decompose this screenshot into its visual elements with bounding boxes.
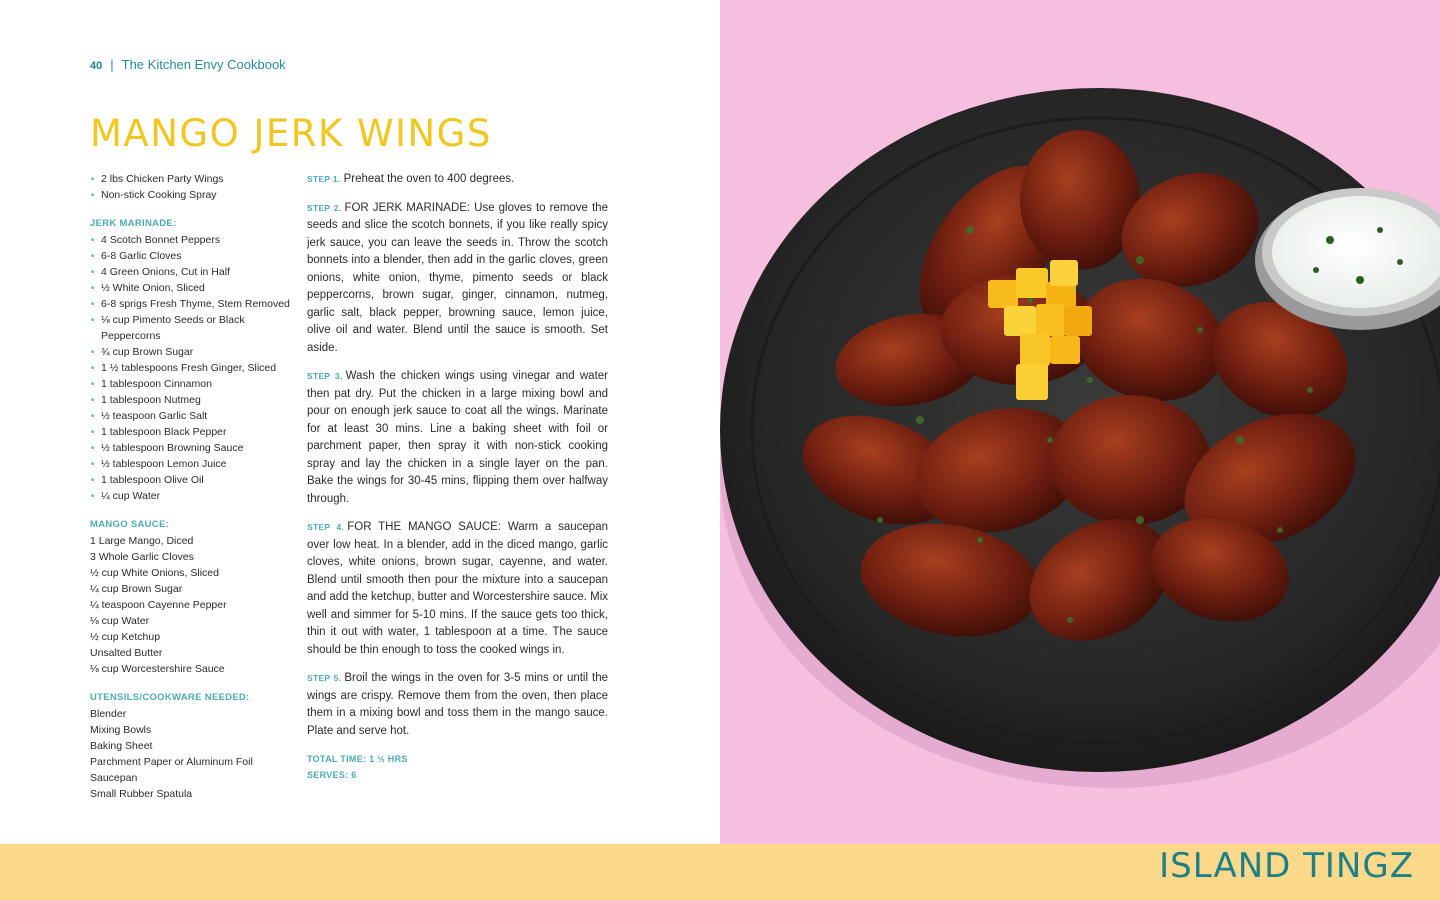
step-text: FOR THE MANGO SAUCE: Warm a saucepan over low heat. In a blender, add in the diced mango, garlic cloves, white onions, brown sugar, cayenne, and water. Blend until smooth then pour the mixture into a saucepan and add the ketchup, butter and Worcestershire sauce. Mix well and simmer for 5-10 mins. If the sauce gets too thick, thin it out with water, 1 tablespoon at a time. The sauce should be thin enough to toss the cooked wings in. <box>307 521 608 656</box>
footer-band <box>0 844 1440 900</box>
jerk-marinade-item: • ½ tablespoon Browning Sauce <box>90 440 290 456</box>
step-text: Preheat the oven to 400 degrees. <box>343 173 515 185</box>
utensil-item: Saucepan <box>90 772 138 784</box>
step-label: STEP 5. <box>307 673 342 683</box>
jerk-marinade-item: • 1 tablespoon Olive Oil <box>90 472 290 488</box>
recipe-meta <box>307 751 608 783</box>
jerk-marinade-item: • 1 tablespoon Nutmeg <box>90 392 290 408</box>
step-text: Wash the chicken wings using vinegar and water then pat dry. Put the chicken in a large mixing bowl and pour on enough jerk sauce to coat all the wings. Marinate for at least 30 mins. Line a baking sheet with foil or parchment paper, then spray it with non-stick cooking spray and lay the chicken in a single layer on the pan. Bake the wings for 30-45 mins, flipping them over halfway through. <box>307 370 608 505</box>
jerk-marinade-item: • ½ tablespoon Lemon Juice <box>90 456 290 472</box>
jerk-marinade-item: • 6-8 Garlic Cloves <box>90 248 290 264</box>
jerk-marinade-list <box>90 232 290 504</box>
steps-list <box>307 171 608 740</box>
page-header <box>90 57 286 72</box>
mango-sauce-item: ½ cup White Onions, Sliced <box>90 567 219 579</box>
jerk-marinade-heading: JERK MARINADE: <box>90 218 177 229</box>
jerk-marinade-item: • ¼ cup Water <box>90 488 290 504</box>
header-separator: | <box>110 57 114 72</box>
jerk-marinade-item: • 1 tablespoon Black Pepper <box>90 424 290 440</box>
utensils-list <box>90 706 290 802</box>
jerk-marinade-item: • ⅛ cup Pimento Seeds or Black Peppercorns <box>90 312 290 344</box>
total-time: TOTAL TIME: 1 ½ HRS <box>307 754 408 764</box>
jerk-marinade-item: • 4 Green Onions, Cut in Half <box>90 264 290 280</box>
page-number: 40 <box>90 60 103 72</box>
ingredient-item: • Non-stick Cooking Spray <box>90 187 290 203</box>
step-label: STEP 2. <box>307 202 342 213</box>
utensil-item: Small Rubber Spatula <box>90 788 193 800</box>
mango-sauce-item: Unsalted Butter <box>90 647 163 659</box>
jerk-marinade-item: • 1 ½ tablespoons Fresh Ginger, Sliced <box>90 360 290 376</box>
mango-sauce-list <box>90 533 290 677</box>
serves: SERVES: 6 <box>307 770 357 780</box>
step-text: FOR JERK MARINADE: Use gloves to remove the seeds and slice the scotch bonnets, if you like really spicy jerk sauce, you can leave the seeds in. Throw the scotch bonnets into a blender, then add in the garlic cloves, green onions, white onion, thyme, pimento seeds or black peppercorns, brown sugar, ginger, cinnamon, nutmeg, garlic salt, black pepper, browning sauce, lemon juice, olive oil and water. Blend until the sauce is smooth. Set aside. <box>307 201 608 354</box>
ingredients-column <box>90 171 290 802</box>
step-label: STEP 4. <box>307 522 345 532</box>
recipe-page <box>0 0 720 844</box>
utensil-item: Blender <box>90 708 127 720</box>
mango-sauce-item: ½ cup Ketchup <box>90 631 161 643</box>
section-title: ISLAND TINGZ <box>1159 846 1414 886</box>
ingredient-item: • 2 lbs Chicken Party Wings <box>90 171 290 187</box>
step-text: Broil the wings in the oven for 3-5 mins or until the wings are crispy. Remove them from the oven, then place them in a mixing bowl and toss them in the mango sauce. Plate and serve hot. <box>307 672 608 737</box>
jerk-marinade-item: • 1 tablespoon Cinnamon <box>90 376 290 392</box>
utensil-item: Parchment Paper or Aluminum Foil <box>90 756 253 768</box>
recipe-title: MANGO JERK WINGS <box>90 112 492 155</box>
food-photo <box>720 0 1440 844</box>
jerk-marinade-item: • ½ teaspoon Garlic Salt <box>90 408 290 424</box>
step-2 <box>307 200 608 358</box>
utensil-item: Baking Sheet <box>90 740 153 752</box>
utensils-heading: UTENSILS/COOKWARE NEEDED: <box>90 692 250 703</box>
jerk-marinade-item: • 4 Scotch Bonnet Peppers <box>90 232 290 248</box>
jerk-marinade-item: • 6-8 sprigs Fresh Thyme, Stem Removed <box>90 296 290 312</box>
mango-sauce-item: 3 Whole Garlic Cloves <box>90 551 194 563</box>
step-5 <box>307 670 608 740</box>
step-label: STEP 1. <box>307 174 341 184</box>
step-3 <box>307 368 608 508</box>
utensil-item: Mixing Bowls <box>90 724 152 736</box>
jerk-wings-plate-illustration <box>720 0 1440 844</box>
book-title: The Kitchen Envy Cookbook <box>121 57 286 72</box>
mango-sauce-item: 1 Large Mango, Diced <box>90 535 194 547</box>
jerk-marinade-item: • ½ White Onion, Sliced <box>90 280 290 296</box>
step-1 <box>307 171 608 189</box>
jerk-marinade-item: • ¾ cup Brown Sugar <box>90 344 290 360</box>
step-label: STEP 3. <box>307 371 343 381</box>
mango-sauce-item: ⅛ cup Water <box>90 615 150 627</box>
steps-column <box>307 171 608 783</box>
mango-sauce-heading: MANGO SAUCE: <box>90 519 170 530</box>
main-ingredients-list <box>90 171 290 203</box>
step-4 <box>307 519 608 659</box>
mango-sauce-item: ¼ cup Brown Sugar <box>90 583 183 595</box>
mango-sauce-item: ¼ teaspoon Cayenne Pepper <box>90 599 227 611</box>
mango-sauce-item: ⅛ cup Worcestershire Sauce <box>90 663 225 675</box>
